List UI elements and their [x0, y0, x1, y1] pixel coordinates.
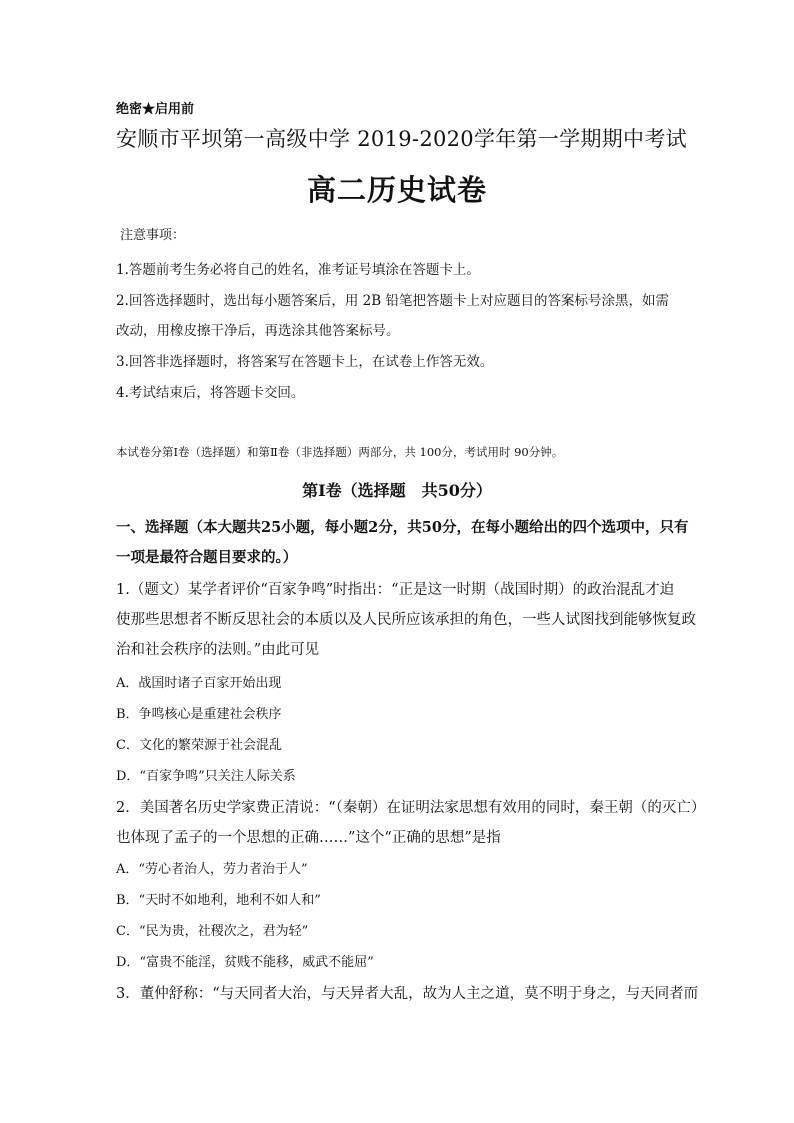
question-2-option-d: D．“富贵不能淫，贫贱不能移，威武不能屈” — [116, 955, 374, 970]
school-exam-line: 安顺市平坝第一高级中学 2019-2020学年第一学期期中考试 — [116, 127, 687, 151]
notice-item: 3.回答非选择题时，将答案写在答题卡上，在试卷上作答无效。 — [116, 354, 494, 370]
notice-item: 改动，用橡皮擦干净后，再选涂其他答案标号。 — [116, 323, 400, 339]
question-1-line: 1.（题文）某学者评价“百家争鸣”时指出：“正是这一时期（战国时期）的政治混乱才迫 — [116, 582, 675, 598]
question-1-option-b: B．争鸣核心是重建社会秩序 — [116, 707, 282, 722]
question-1-option-a: A．战国时诸子百家开始出现 — [116, 676, 282, 691]
question-2-option-b: B．“天时不如地利，地利不如人和” — [116, 893, 321, 908]
question-1-option-d: D．“百家争鸣”只关注人际关系 — [116, 769, 296, 784]
section-heading-cont: 一项是最符合题目要求的。） — [116, 549, 298, 566]
part-one-title: 第Ⅰ卷（选择题 共50分） — [302, 481, 492, 500]
notice-item: 2.回答选择题时，选出每小题答案后，用 2B 铅笔把答题卡上对应题目的答案标号涂黑，如需 — [116, 293, 669, 309]
section-heading: 一、选择题（本大题共25小题，每小题2分，共50分，在每小题给出的四个选项中，只有 — [116, 519, 689, 536]
notice-item: 1.答题前考生务必将自己的姓名，准考证号填涂在答题卡上。 — [116, 262, 480, 278]
question-1-line: 使那些思想者不断反思社会的本质以及人民所应该承担的角色，一些人试图找到能够恢复政 — [116, 612, 696, 628]
page-title: 高二历史试卷 — [306, 173, 487, 207]
notice-heading: 注意事项： — [120, 228, 186, 243]
question-1-line: 治和社会秩序的法则。”由此可见 — [116, 642, 320, 658]
exam-info: 本试卷分第Ⅰ卷（选择题）和第Ⅱ卷（非选择题）两部分，共 100分，考试用时 90分钟。 — [116, 445, 564, 459]
notice-item: 4.考试结束后，将答题卡交回。 — [116, 385, 305, 401]
question-2-option-a: A．“劳心者治人，劳力者治于人” — [116, 862, 308, 877]
question-3-line: 3．董仲舒称：“与天同者大治，与天异者大乱，故为人主之道，莫不明于身之，与天同者而 — [116, 986, 699, 1002]
question-2-line: 也体现了孟子的一个思想的正确……”这个“正确的思想”是指 — [116, 830, 501, 846]
secret-mark: 绝密★启用前 — [116, 102, 195, 117]
question-2-option-c: C．“民为贵，社稷次之，君为轻” — [116, 924, 309, 939]
question-1-option-c: C．文化的繁荣源于社会混乱 — [116, 738, 282, 753]
question-2-line: 2．美国著名历史学家费正清说：“（秦朝）在证明法家思想有效用的同时，秦王朝（的灭亡） — [116, 800, 706, 816]
